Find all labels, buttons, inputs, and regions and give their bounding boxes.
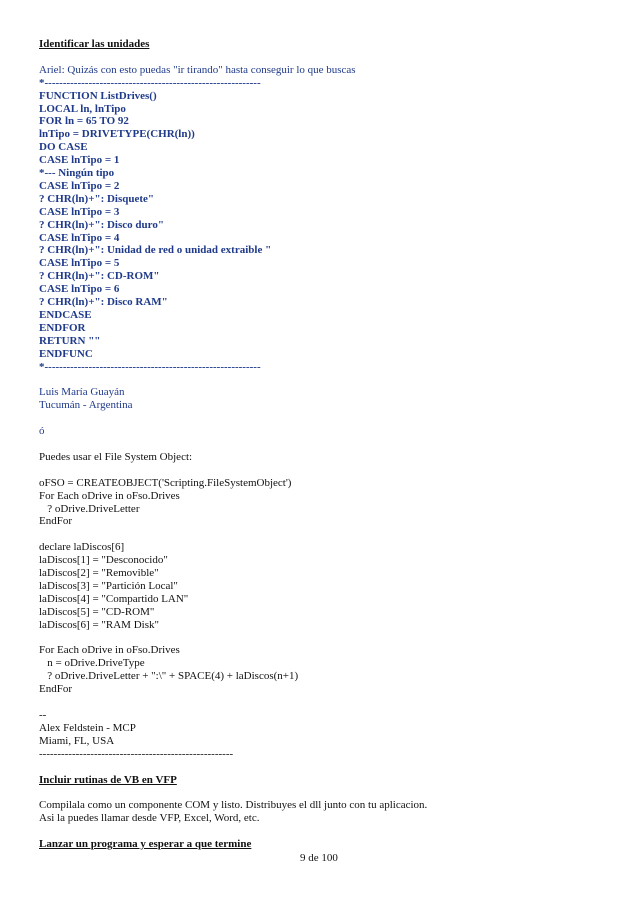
- section-heading-lanzar-programa: Lanzar un programa y esperar a que termine: [39, 838, 252, 851]
- code-line: FOR ln = 65 TO 92: [39, 115, 129, 128]
- code-line: ? CHR(ln)+": CD-ROM": [39, 270, 160, 283]
- code-line: For Each oDrive in oFso.Drives: [39, 644, 180, 657]
- code-line: *-----------------------------------------------------------: [39, 76, 261, 89]
- code-line: ENDCASE: [39, 309, 92, 322]
- author-location: Tucumán - Argentina: [39, 399, 133, 412]
- code-line: laDiscos[4] = "Compartido LAN": [39, 592, 189, 605]
- signature-line: -----------------------------------------------------: [39, 747, 234, 760]
- code-line: laDiscos[1] = "Desconocido": [39, 554, 168, 567]
- code-line: CASE lnTipo = 6: [39, 283, 120, 296]
- signature-line: Miami, FL, USA: [39, 734, 115, 747]
- code-block-fso-array: [39, 541, 599, 631]
- signature-line: Alex Feldstein - MCP: [39, 721, 136, 734]
- code-line: ? oDrive.DriveLetter: [39, 502, 140, 515]
- code-block-listdrives: [39, 77, 599, 374]
- code-line: CASE lnTipo = 5: [39, 257, 120, 270]
- code-line: FUNCTION ListDrives(): [39, 89, 157, 102]
- section-heading-vb-en-vfp: Incluir rutinas de VB en VFP: [39, 773, 177, 786]
- code-line: laDiscos[6] = "RAM Disk": [39, 618, 159, 631]
- code-block-fso-letters: [39, 477, 599, 529]
- code-line: laDiscos[3] = "Partición Local": [39, 579, 178, 592]
- code-line: EndFor: [39, 515, 72, 528]
- code-line: For Each oDrive in oFso.Drives: [39, 489, 180, 502]
- code-line: ? CHR(ln)+": Disquete": [39, 192, 155, 205]
- code-line: ? CHR(ln)+": Unidad de red o unidad extraible ": [39, 244, 272, 257]
- author-name: Luis María Guayán: [39, 386, 125, 399]
- code-line: *--- Ningún tipo: [39, 167, 115, 180]
- section-heading-identificar-unidades: Identificar las unidades: [39, 38, 150, 50]
- code-line: ? CHR(ln)+": Disco duro": [39, 218, 164, 231]
- code-line: laDiscos[2] = "Removible": [39, 567, 159, 580]
- code-line: CASE lnTipo = 3: [39, 205, 120, 218]
- code-line: ENDFUNC: [39, 347, 93, 360]
- document-page: [39, 38, 599, 851]
- code-line: CASE lnTipo = 2: [39, 179, 120, 192]
- code-line: LOCAL ln, lnTipo: [39, 102, 126, 115]
- paragraph-line: Asi la puedes llamar desde VFP, Excel, Word, etc.: [39, 812, 260, 825]
- code-line: CASE lnTipo = 4: [39, 231, 120, 244]
- code-line: oFSO = CREATEOBJECT('Scripting.FileSystemObject'): [39, 476, 292, 489]
- code-block-fso-types: [39, 644, 599, 696]
- or-separator: ó: [39, 425, 45, 438]
- code-line: n = oDrive.DriveType: [39, 657, 145, 670]
- code-line: *-----------------------------------------------------------: [39, 360, 261, 373]
- paragraph-line: Compilala como un componente COM y listo. Distribuyes el dll junto con tu aplicacion.: [39, 799, 428, 812]
- page-number: 9 de 100: [300, 852, 338, 864]
- code-line: ENDFOR: [39, 321, 86, 334]
- signature-block: [39, 709, 599, 761]
- code-line: ? oDrive.DriveLetter + ":\" + SPACE(4) + laDiscos(n+1): [39, 670, 299, 683]
- code-line: lnTipo = DRIVETYPE(CHR(ln)): [39, 128, 195, 141]
- intro-text: Ariel: Quizás con esto puedas "ir tirando" hasta conseguir lo que buscas: [39, 63, 356, 76]
- code-line: declare laDiscos[6]: [39, 541, 125, 554]
- signature-line: --: [39, 709, 47, 721]
- code-line: DO CASE: [39, 141, 88, 154]
- code-line: RETURN "": [39, 334, 101, 347]
- code-line: CASE lnTipo = 1: [39, 154, 120, 167]
- fso-intro: Puedes usar el File System Object:: [39, 450, 193, 463]
- code-line: EndFor: [39, 683, 72, 696]
- code-line: laDiscos[5] = "CD-ROM": [39, 605, 155, 618]
- code-line: ? CHR(ln)+": Disco RAM": [39, 296, 168, 309]
